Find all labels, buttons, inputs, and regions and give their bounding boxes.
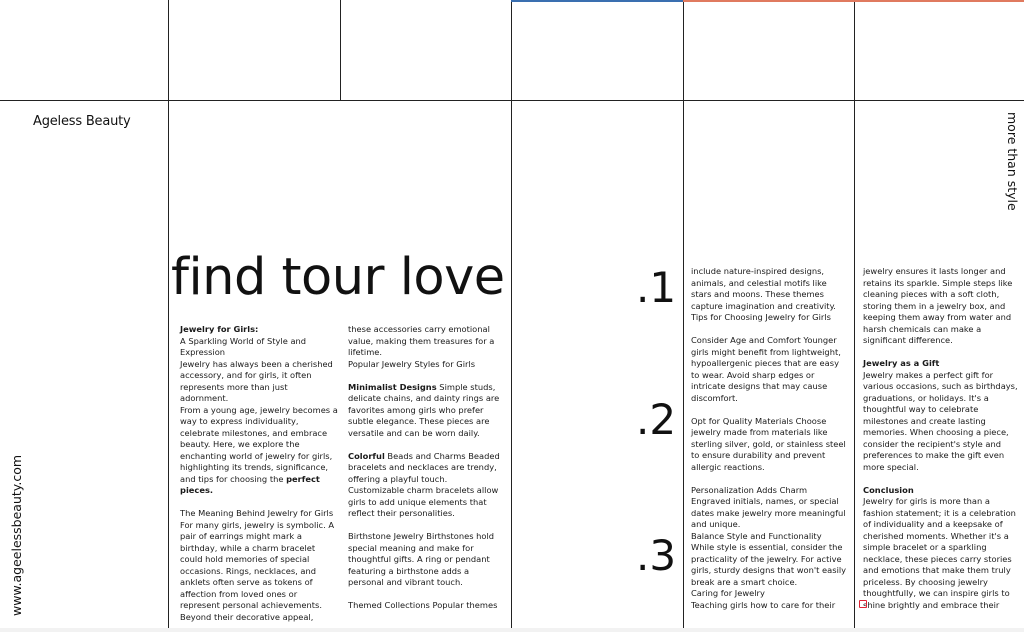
paragraph-gap bbox=[180, 497, 338, 509]
bold-run: perfect pieces. bbox=[180, 473, 320, 495]
paragraph-gap bbox=[863, 473, 1019, 485]
tagline-vertical bbox=[1000, 112, 1020, 212]
text-run: Simple studs, delicate chains, and dainty rings are favorites among girls who prefer subtle elegance. These pieces are versatile and can be worn daily. bbox=[348, 381, 500, 438]
text-run: include nature-inspired designs, animals, and celestial motifs like stars and moons. These themes capture imagination and creativity. bbox=[691, 266, 836, 311]
paragraph bbox=[691, 485, 847, 531]
article-column-2 bbox=[348, 324, 503, 612]
paragraph bbox=[180, 405, 338, 497]
text-run: From a young age, jewelry becomes a way to express individuality, celebrate milestones, and embrace beauty. Here, we explore the enchanting world of jewelry for girls, highlighting its trends, significance, and tips for choosing the bbox=[180, 404, 338, 484]
bold-run: Minimalist Designs bbox=[348, 381, 437, 392]
paragraph bbox=[180, 612, 338, 624]
bold-run: Conclusion bbox=[863, 484, 914, 495]
website-text: www.ageelessbeauty.com bbox=[9, 454, 24, 616]
paragraph bbox=[691, 266, 847, 312]
paragraph bbox=[348, 359, 503, 371]
article-column-3 bbox=[691, 266, 847, 611]
paragraph bbox=[863, 485, 1019, 497]
paragraph bbox=[691, 600, 847, 612]
paragraph bbox=[180, 359, 338, 405]
paragraph bbox=[348, 600, 503, 612]
text-run: Balance Style and Functionality While style is essential, consider the practicality of the jewelry. For active girls, sturdy designs that won't easily break are a smart choice. bbox=[691, 530, 847, 587]
accent-bar-blue bbox=[511, 0, 683, 2]
grid-line-4 bbox=[683, 0, 684, 632]
comment-marker-icon[interactable] bbox=[859, 600, 867, 608]
text-run: Beyond their decorative appeal, bbox=[180, 611, 314, 622]
text-run: Caring for Jewelry bbox=[691, 588, 765, 598]
grid-line-2 bbox=[340, 0, 341, 100]
paragraph-gap bbox=[348, 589, 503, 601]
paragraph-gap bbox=[691, 473, 847, 485]
paragraph bbox=[180, 520, 338, 612]
paragraph bbox=[691, 588, 847, 600]
text-run: Tips for Choosing Jewelry for Girls bbox=[691, 312, 831, 322]
text-run: Jewelry has always been a cherished accessory, and for girls, it often represents more than just adornment. bbox=[180, 358, 333, 403]
text-run: these accessories carry emotional value, making them treasures for a lifetime. bbox=[348, 324, 495, 357]
bold-run: Colorful bbox=[348, 450, 385, 461]
text-run: Themed Collections Popular themes bbox=[348, 600, 498, 610]
paragraph bbox=[180, 508, 338, 520]
grid-line-1 bbox=[168, 0, 169, 632]
top-band-divider bbox=[0, 100, 1024, 101]
brand-name: Ageless Beauty bbox=[33, 114, 131, 129]
text-run: Popular Jewelry Styles for Girls bbox=[348, 358, 476, 369]
text-run: For many girls, jewelry is symbolic. A pair of earrings might mark a birthday, while a charm bracelet could hold memories of special occasions. Rings, necklaces, and anklets often serve as tokens of affection from loved ones or represent personal achievements. bbox=[180, 519, 335, 610]
text-run: Jewelry for girls is more than a fashion statement; it is a celebration of individuality and a keepsake of cherished moments. Whether it's a simple bracelet or a sparkling necklace, these pieces carry stories and emotions that make them truly priceless. By choosing jewelry thoughtfully, we can inspire girls to shine brightly and embrace their bbox=[863, 496, 1016, 610]
paragraph bbox=[863, 358, 1019, 370]
paragraph bbox=[348, 451, 503, 520]
paragraph bbox=[348, 324, 503, 359]
paragraph bbox=[180, 336, 338, 359]
text-run: A Sparkling World of Style and Expression bbox=[180, 335, 307, 357]
article-column-1 bbox=[180, 324, 338, 623]
text-run: Birthstone Jewelry Birthstones hold special meaning and make for thoughtful gifts. A ring or pendant featuring a birthstone adds a personal and vibrant touch. bbox=[348, 531, 495, 587]
paragraph bbox=[863, 496, 1019, 611]
text-run: Teaching girls how to care for their bbox=[691, 599, 836, 610]
paragraph-gap bbox=[863, 347, 1019, 359]
text-run: Beads and Charms Beaded bracelets and necklaces are trendy, offering a playful touch. Customizable charm bracelets allow girls to add unique elements that reflect their personalities. bbox=[348, 450, 500, 518]
headline: find tour love bbox=[171, 248, 505, 307]
bold-run: Jewelry as a Gift bbox=[863, 358, 940, 368]
grid-line-3 bbox=[511, 0, 512, 632]
paragraph bbox=[348, 382, 503, 440]
paragraph bbox=[863, 370, 1019, 474]
paragraph bbox=[348, 531, 503, 589]
accent-bar-red bbox=[683, 0, 1024, 2]
text-run: Jewelry makes a perfect gift for various occasions, such as birthdays, graduations, or holidays. It's a thoughtful way to celebrate milestones and create lasting memories. When choosing a piece, consider the recipient's style and preferences to make the gift even more special. bbox=[863, 369, 1018, 472]
tagline-text: more than style bbox=[1005, 112, 1020, 211]
grid-line-5 bbox=[854, 0, 855, 632]
text-run: The Meaning Behind Jewelry for Girls bbox=[180, 508, 334, 518]
footer-strip bbox=[0, 628, 1024, 632]
paragraph bbox=[863, 266, 1019, 347]
paragraph-gap bbox=[348, 439, 503, 451]
paragraph-gap bbox=[691, 324, 847, 336]
section-number-3: .3 bbox=[636, 531, 677, 580]
text-run: Consider Age and Comfort Younger girls might benefit from lightweight, hypoallergenic pieces that are easy to wear. Avoid sharp edges or intricate designs that may cause discomfort. bbox=[691, 335, 841, 403]
paragraph bbox=[691, 335, 847, 404]
paragraph bbox=[691, 416, 847, 474]
website-vertical bbox=[9, 454, 29, 620]
paragraph-gap bbox=[691, 404, 847, 416]
paragraph-gap bbox=[348, 520, 503, 532]
text-run: Opt for Quality Materials Choose jewelry made from materials like sterling silver, gold, or stainless steel to ensure durability and prevent allergic reactions. bbox=[691, 415, 846, 472]
paragraph bbox=[691, 531, 847, 589]
bold-run: Jewelry for Girls: bbox=[180, 324, 259, 334]
text-run: jewelry ensures it lasts longer and retains its sparkle. Simple steps like cleaning pieces with a soft cloth, storing them in a jewelry box, and keeping them away from water and harsh chemicals can make a significant difference. bbox=[863, 266, 1013, 345]
section-number-2: .2 bbox=[636, 395, 677, 444]
paragraph bbox=[180, 324, 338, 336]
text-run: Personalization Adds Charm Engraved initials, names, or special dates make jewelry more meaningful and unique. bbox=[691, 484, 846, 529]
section-number-1: .1 bbox=[636, 263, 677, 312]
article-column-4 bbox=[863, 266, 1019, 611]
paragraph bbox=[691, 312, 847, 324]
paragraph-gap bbox=[348, 370, 503, 382]
